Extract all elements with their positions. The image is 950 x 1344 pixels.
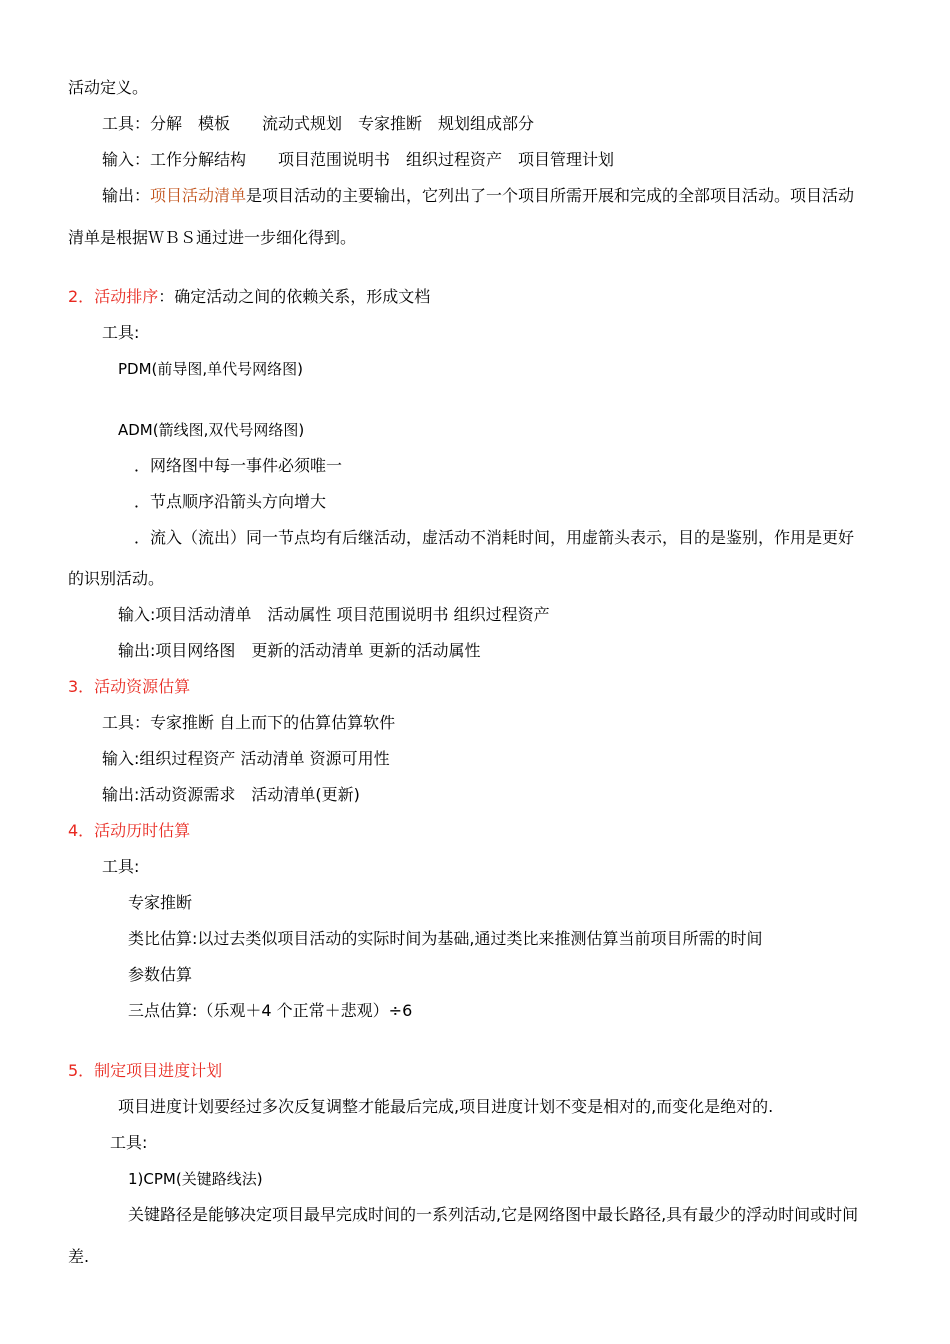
s1-tools: 工具：分解 模板 流动式规划 专家推断 规划组成部分: [102, 114, 535, 133]
s2-heading: [68, 287, 430, 307]
s2-outputs: 输出:项目网络图 更新的活动清单 更新的活动属性: [118, 641, 481, 660]
s5-tools-label: 工具:: [110, 1133, 148, 1152]
s4-item-expert: 专家推断: [128, 893, 193, 912]
s2-title: 活动排序: [94, 287, 159, 306]
s2-pdm: PDM(前导图,单代号网络图): [118, 360, 304, 378]
s2-bullet-2: ．节点顺序沿箭头方向增大: [134, 492, 327, 511]
s2-inputs: 输入:项目活动清单 活动属性 项目范围说明书 组织过程资产: [118, 605, 550, 624]
activity-definition-tail: 活动定义。: [68, 78, 149, 97]
s3-tools: 工具：专家推断 自上而下的估算估算软件: [102, 713, 396, 732]
s3-inputs: 输入:组织过程资产 活动清单 资源可用性: [102, 749, 390, 768]
s2-tools-label: 工具:: [102, 323, 140, 342]
s1-inputs: 输入：工作分解结构 项目范围说明书 组织过程资产 项目管理计划: [102, 150, 615, 169]
s1-outputs: [102, 186, 854, 206]
s2-desc: ：确定活动之间的依赖关系，形成文档: [158, 287, 431, 306]
s2-number: 2．: [68, 287, 95, 306]
s4-heading: 4．活动历时估算: [68, 821, 191, 840]
s5-desc: 项目进度计划要经过多次反复调整才能最后完成,项目进度计划不变是相对的,而变化是绝对的.: [118, 1097, 774, 1116]
s3-outputs: 输出:活动资源需求 活动清单(更新): [102, 785, 360, 804]
s4-item-parametric: 参数估算: [128, 965, 193, 984]
s1-outputs-cont: 清单是根据ＷＢＳ通过进一步细化得到。: [68, 228, 357, 247]
s1-outputs-text: 是项目活动的主要输出，它列出了一个项目所需开展和完成的全部项目活动。项目活动: [246, 186, 855, 205]
s2-bullet-3: ．流入（流出）同一节点均有后继活动，虚活动不消耗时间，用虚箭头表示，目的是鉴别，作用是更好: [134, 528, 855, 547]
s5-heading: 5．制定项目进度计划: [68, 1061, 223, 1080]
s3-heading: 3．活动资源估算: [68, 677, 191, 696]
s4-item-analogous: 类比估算:以过去类似项目活动的实际时间为基础,通过类比来推测估算当前项目所需的时间: [128, 929, 763, 948]
s2-bullet-1: ．网络图中每一事件必须唯一: [134, 456, 343, 475]
s4-tools-label: 工具:: [102, 857, 140, 876]
s5-cpm-desc: 关键路径是能够决定项目最早完成时间的一系列活动,它是网络图中最长路径,具有最少的浮动时间或时间: [128, 1205, 859, 1224]
s1-outputs-label: 输出：: [102, 186, 151, 205]
s4-item-three-point: 三点估算:（乐观＋4 个正常＋悲观）÷6: [128, 1001, 413, 1020]
s5-cpm: 1)CPM(关键路线法): [128, 1170, 263, 1188]
s2-bullet-3-cont: 的识别活动。: [68, 569, 165, 588]
s1-outputs-highlight: 项目活动清单: [150, 186, 247, 205]
s5-cpm-desc-cont: 差.: [68, 1247, 90, 1266]
s2-adm: ADM(箭线图,双代号网络图): [118, 421, 305, 439]
